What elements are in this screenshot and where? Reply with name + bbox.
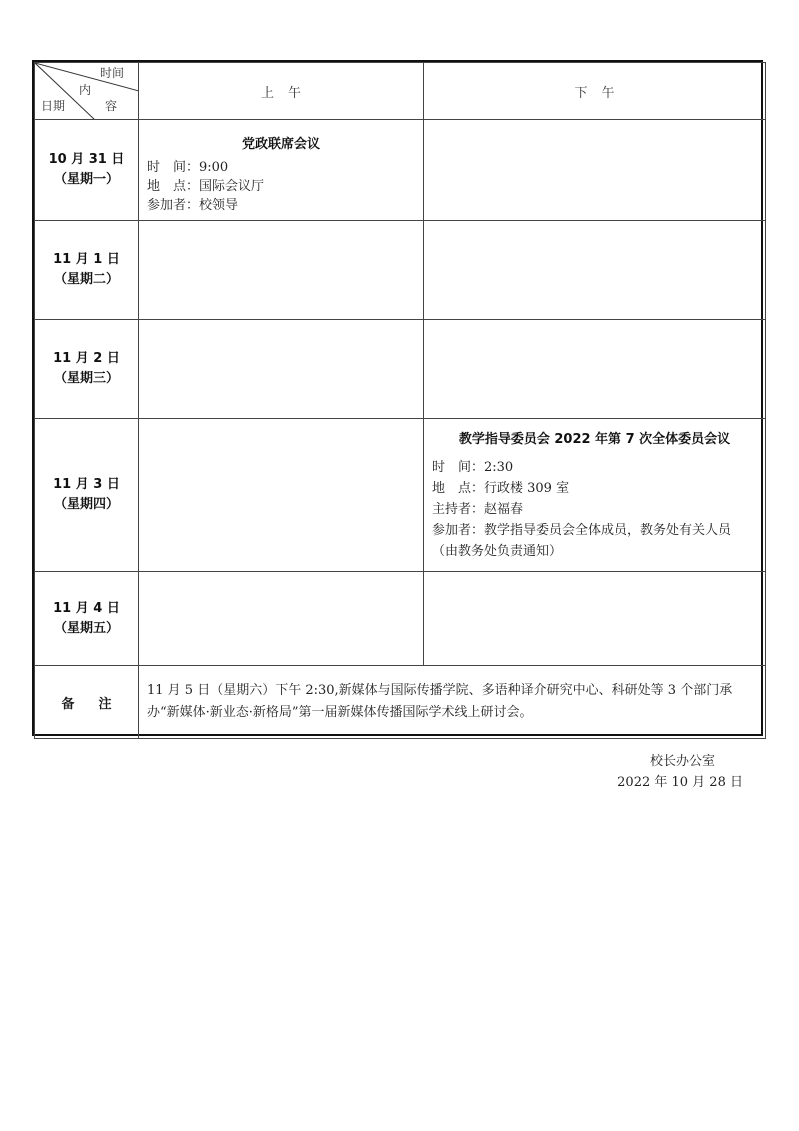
afternoon-cell xyxy=(424,221,766,320)
diagonal-corner-cell xyxy=(35,63,139,120)
event-notice: （由教务处负责通知） xyxy=(432,544,563,559)
corner-label-nei: 内 xyxy=(79,83,92,97)
date-cell xyxy=(35,120,139,221)
weekday-label: （星期二） xyxy=(53,272,119,287)
date-label: 11 月 4 日 xyxy=(53,600,120,616)
remarks-text: 11 月 5 日（星期六）下午 2:30,新媒体与国际传播学院、多语种译介研究中心、科研处等 3 个部门承办“新媒体·新业态·新格局”第一届新媒体传播国际学术线上研讨会。 xyxy=(139,666,766,739)
weekday-label: （星期三） xyxy=(53,371,119,386)
event-time: 时 间：9:00 xyxy=(147,160,229,175)
event-participants: 参加者：校领导 xyxy=(147,198,239,213)
weekday-label: （星期五） xyxy=(53,620,119,636)
afternoon-cell xyxy=(424,320,766,419)
remarks-label: 备注 xyxy=(35,666,139,739)
morning-column-header: 上午 xyxy=(139,63,424,120)
date-label: 11 月 3 日 xyxy=(53,477,120,492)
date-label: 11 月 2 日 xyxy=(53,351,120,366)
table-row xyxy=(35,572,766,666)
afternoon-column-header: 下午 xyxy=(424,63,766,120)
schedule-table-frame xyxy=(32,60,763,736)
table-row xyxy=(35,221,766,320)
morning-cell xyxy=(139,320,424,419)
morning-cell xyxy=(139,419,424,572)
date-cell xyxy=(35,572,139,666)
morning-cell xyxy=(139,572,424,666)
date-label: 10 月 31 日 xyxy=(48,152,125,167)
table-header-row xyxy=(35,63,766,120)
morning-cell xyxy=(139,120,424,221)
issuing-office: 校长办公室 xyxy=(649,754,715,769)
issue-date: 2022 年 10 月 28 日 xyxy=(617,775,743,790)
event-host: 主持者：赵福春 xyxy=(432,502,524,517)
date-cell xyxy=(35,419,139,572)
afternoon-cell xyxy=(424,419,766,572)
date-cell xyxy=(35,320,139,419)
afternoon-cell xyxy=(424,120,766,221)
event-time: 时 间：2:30 xyxy=(432,460,514,475)
event-participants: 参加者：教学指导委员会全体成员，教务处有关人员 xyxy=(432,523,732,538)
corner-label-date: 日期 xyxy=(41,99,66,113)
remarks-row xyxy=(35,666,766,739)
event-place: 地 点：行政楼 309 室 xyxy=(432,481,570,496)
table-row xyxy=(35,320,766,419)
table-row xyxy=(35,120,766,221)
date-cell xyxy=(35,221,139,320)
event-title: 党政联席会议 xyxy=(241,137,320,152)
weekday-label: （星期一） xyxy=(53,172,119,187)
table-row xyxy=(35,419,766,572)
corner-label-rong: 容 xyxy=(105,99,118,113)
event-title: 教学指导委员会 2022 年第 7 次全体委员会议 xyxy=(458,432,731,447)
weekday-label: （星期四） xyxy=(53,497,119,512)
morning-cell xyxy=(139,221,424,320)
date-label: 11 月 1 日 xyxy=(53,252,120,267)
document-footer xyxy=(617,751,743,793)
weekly-schedule-table xyxy=(34,62,766,739)
event-place: 地 点：国际会议厅 xyxy=(147,179,265,194)
corner-label-time: 时间 xyxy=(99,66,124,80)
afternoon-cell xyxy=(424,572,766,666)
